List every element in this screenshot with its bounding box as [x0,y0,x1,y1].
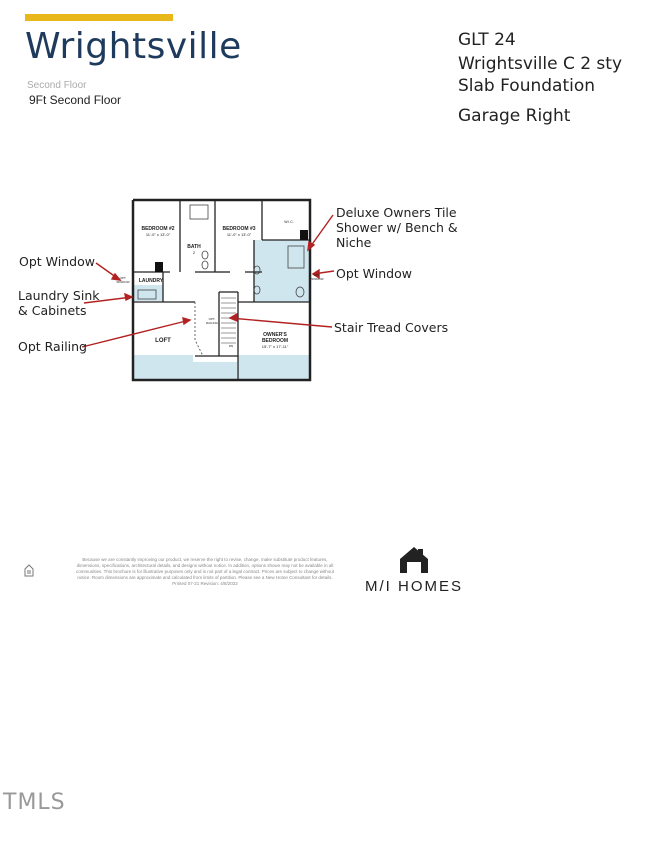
callout-shower-line3: Niche [336,235,372,250]
callout-laundry-line2: & Cabinets [18,303,87,318]
callout-shower-line1: Deluxe Owners Tile [336,205,457,220]
plan-name: Wrightsville C 2 sty [458,54,623,74]
room-bath2: BATH 2 [187,244,201,255]
loft-highlight [133,355,193,379]
foundation-type: Slab Foundation [458,76,596,96]
page-title: Wrightsville [25,26,242,67]
room-wic: W.I.C. [284,220,294,224]
callout-stair: Stair Tread Covers [334,320,449,335]
floor-label: Second Floor [27,80,87,91]
callout-railing: Opt Railing [18,339,87,354]
disclaimer: Because we are constantly improving our product, we reserve the right to revise, change, make substitute product features, dimensions, specifications, architectural details, and designs without notice. In addition, options shown may not be available in all communities. This brochure is for illustrative purposes only and is not part of a legal contract. Prices are subject to change without notice. Room dimensions are approximate and calculated from limits of partition. Please see a New Home Consultant for details. Printed 07-21 Revision: 4/8/2022 [75,557,335,586]
ceiling-note: 9Ft Second Floor [29,93,122,107]
room-owners: OWNER'S BEDROOM 15'-7" x 17'-11" [261,332,289,349]
room-loft: LOFT [155,338,171,344]
shower-highlight [254,240,310,302]
opt-railing-tag: OPT. RAILING [205,317,218,325]
callout-laundry [18,288,99,318]
garage-orientation: Garage Right [458,106,571,126]
opt-window-tag-left: OPT. WINDOW [116,276,130,284]
room-bedroom3: BEDROOM #3 11'-0" x 13'-0" [222,226,256,237]
callout-opt-window-right: Opt Window [336,266,412,281]
callout-opt-window-left: Opt Window [19,254,95,269]
callout-shower-line2: Shower w/ Bench & [336,220,458,235]
callout-laundry-line1: Laundry Sink [18,288,100,303]
room-bedroom2: BEDROOM #2 11'-0" x 13'-0" [141,226,175,237]
opt-window-tag-right: OPT. WINDOW [310,273,324,281]
room-laundry: LAUNDRY [138,278,164,284]
lot-number: GLT 24 [458,30,516,50]
brand-name: M/I HOMES [365,578,464,595]
equal-housing-icon [24,564,34,578]
owners-highlight [238,355,310,379]
loft-highlight-2 [193,362,237,379]
dn-tag: DN [228,344,234,348]
callout-shower [336,205,458,250]
mi-homes-logo-icon [399,546,429,574]
mls-watermark: TMLS [3,790,66,815]
